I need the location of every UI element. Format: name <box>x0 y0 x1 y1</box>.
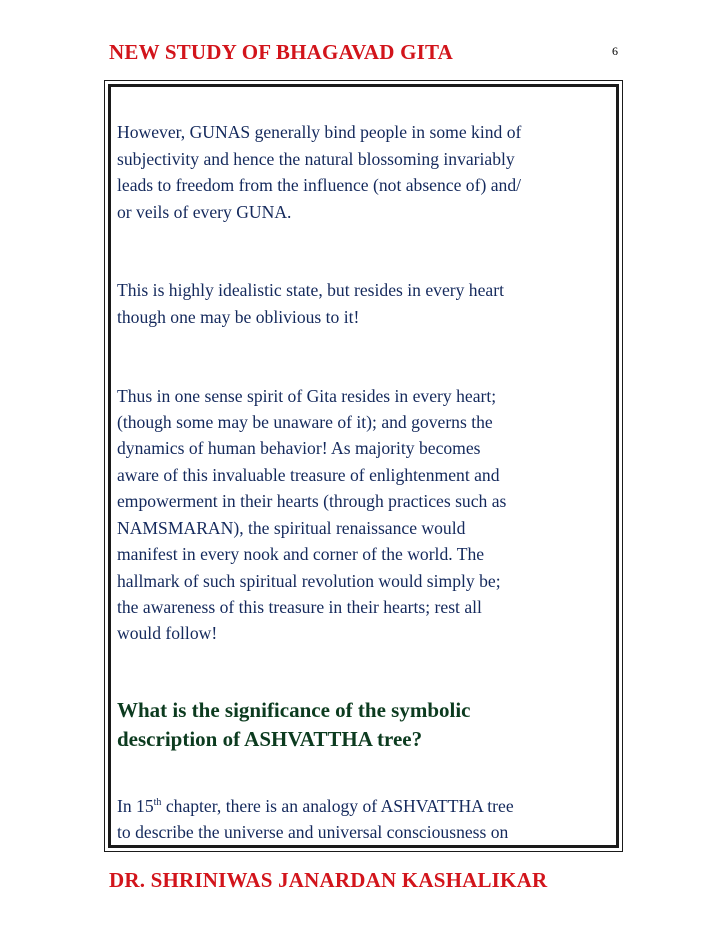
content-border-inner <box>108 84 619 848</box>
section-heading-ashvattha: What is the significance of the symbolic description of ASHVATTHA tree? <box>117 698 471 752</box>
content-body <box>111 87 616 848</box>
ordinal-superscript: th <box>153 796 162 808</box>
author-name: DR. SHRINIWAS JANARDAN KASHALIKAR <box>109 868 548 892</box>
content-border-outer <box>104 80 623 852</box>
paragraph-15th-prefix: In 15 <box>117 795 154 816</box>
paragraph-gunas: However, GUNAS generally bind people in some kind of subjectivity and hence the natural blossoming invariably leads to freedom from the influence (not absence of) and/ or veils of every GUNA. <box>117 122 522 222</box>
paragraph-spirit-of-gita: Thus in one sense spirit of Gita resides in every heart; (though some may be unaware of it); and governs the dynamics of human behavior! As majority becomes aware of this invaluable treasure of enlightenment and empowerment in their hearts (through practices such as NAMSMARAN), the spiritual renaissance would manifest in every nook and corner of the world. The hallmark of such spiritual revolution would simply be; the awareness of this treasure in their hearts; rest all would follow! <box>117 385 507 644</box>
paragraph-15th-rest: chapter, there is an analogy of ASHVATTHA tree to describe the universe and universal consciousness on <box>117 795 514 842</box>
document-title: NEW STUDY OF BHAGAVAD GITA <box>109 40 453 64</box>
paragraph-idealistic-state: This is highly idealistic state, but resides in every heart though one may be oblivious to it! <box>117 280 504 327</box>
paragraph-15th-chapter <box>117 793 616 848</box>
page-number: 6 <box>612 44 618 58</box>
